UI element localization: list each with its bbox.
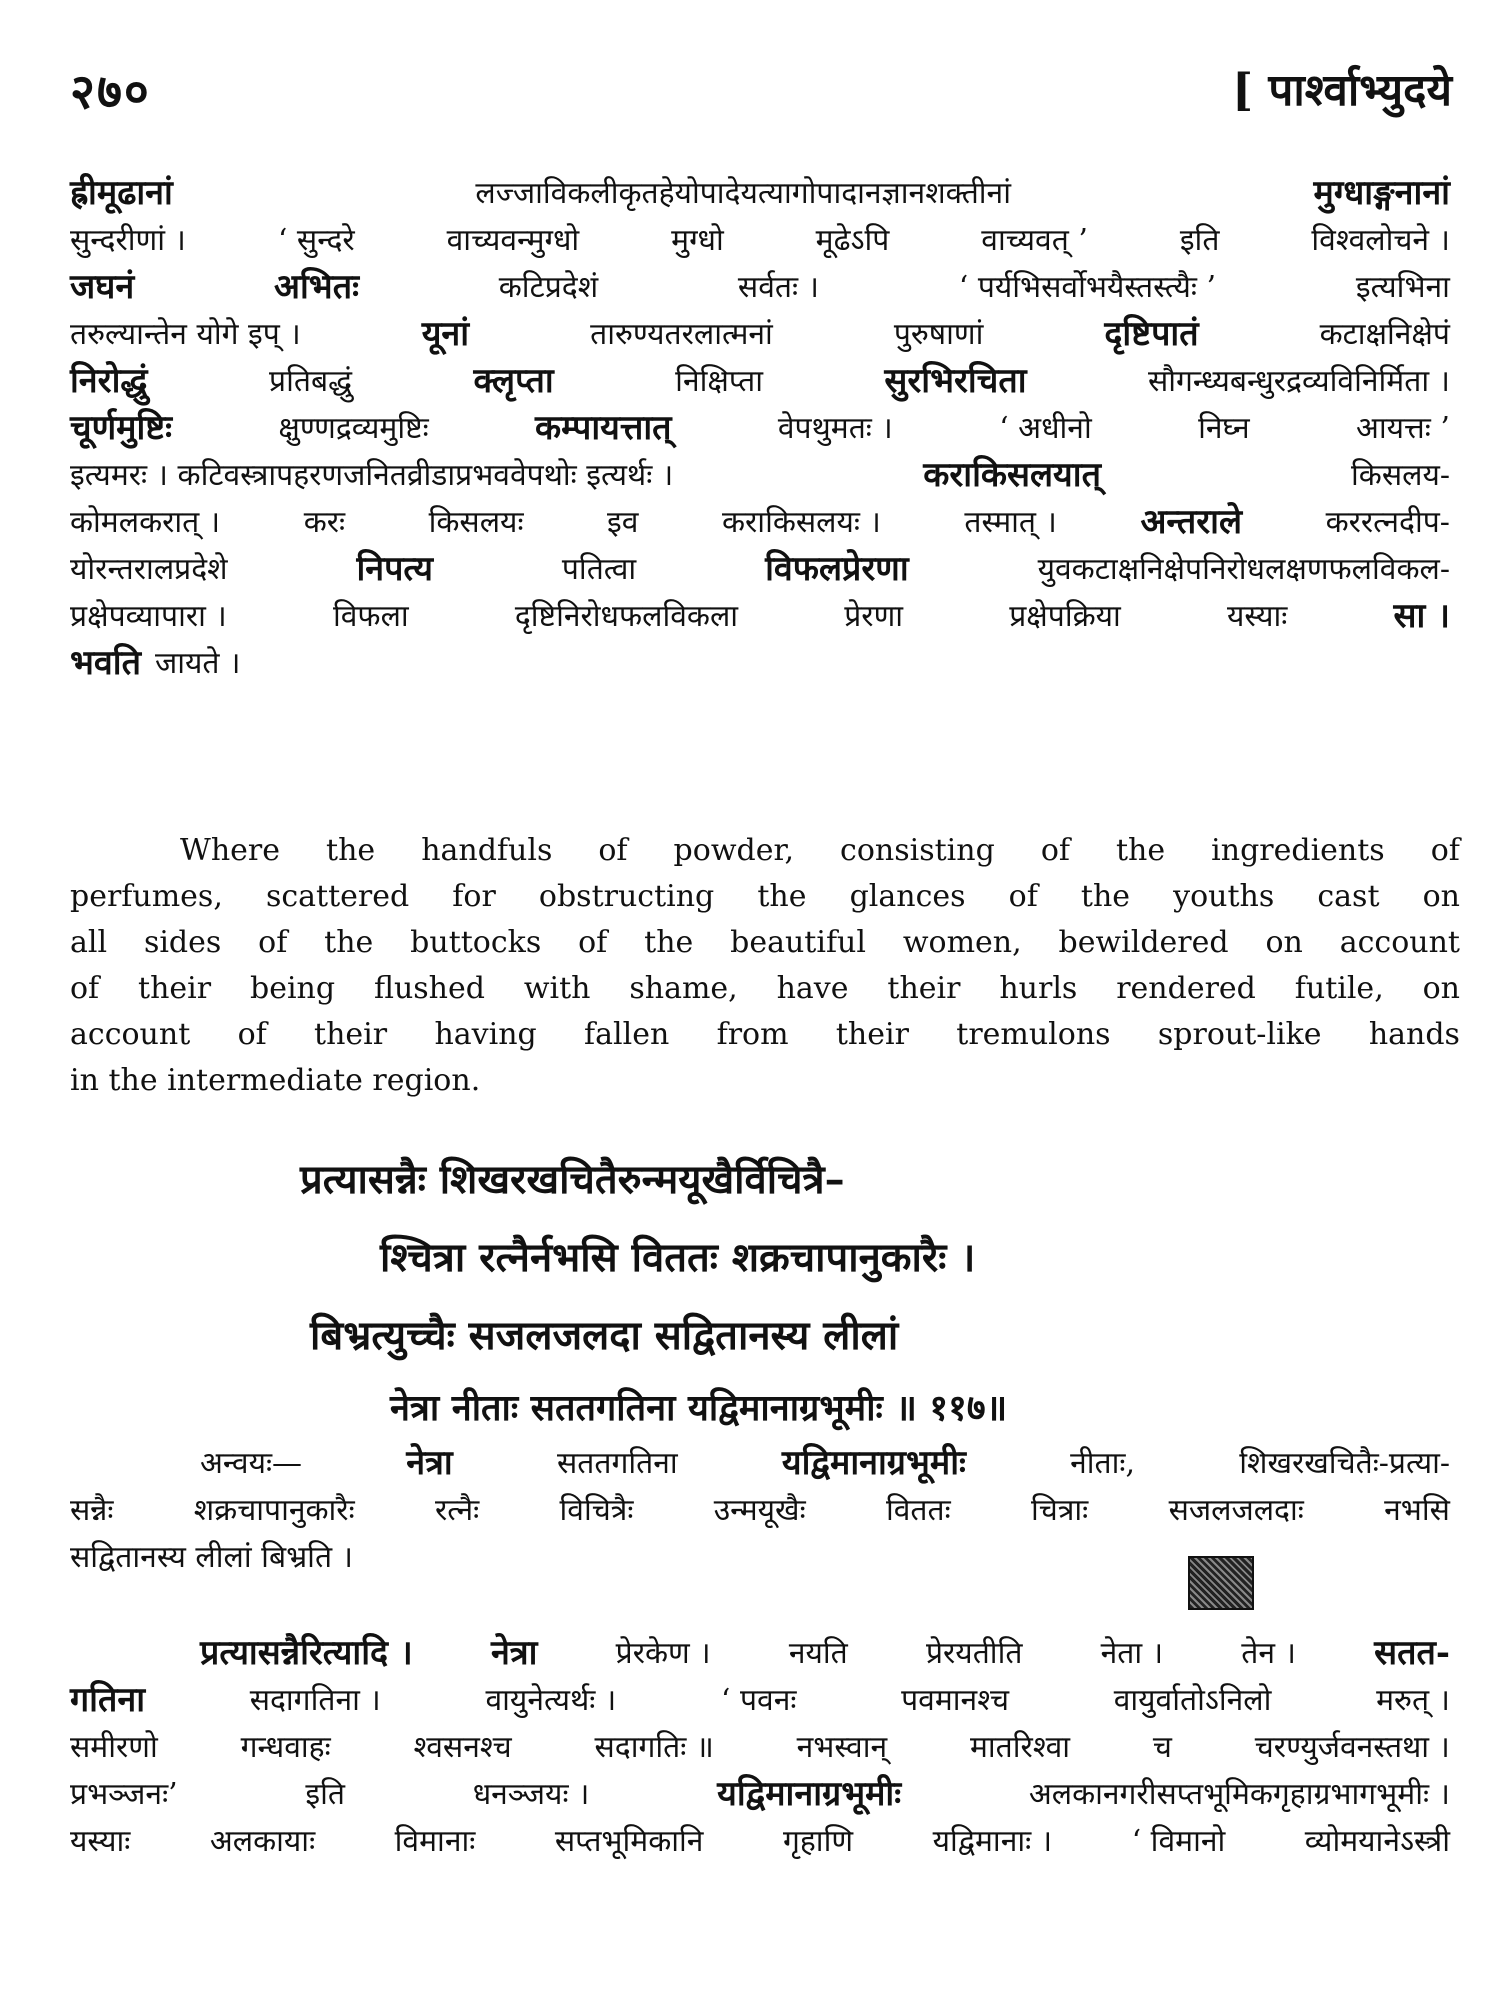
- commentary-2-word: सतत-: [1374, 1633, 1450, 1673]
- translation-word: having: [434, 1017, 537, 1052]
- commentary-2-word: नभस्वान्: [796, 1730, 888, 1765]
- running-title: [ पार्श्वाभ्युदये: [1232, 65, 1452, 116]
- commentary-1-word: कटाक्षनिक्षेपं: [1319, 317, 1450, 352]
- commentary-1-word: दृष्टिनिरोधफलविकला: [514, 599, 739, 634]
- commentary-1-line: [70, 217, 1450, 264]
- commentary-2-word: च: [1152, 1730, 1172, 1765]
- translation-word: in the intermediate region.: [70, 1063, 481, 1098]
- commentary-1-word: सौगन्ध्यबन्धुरद्रव्यविनिर्मिता ।: [1147, 364, 1450, 399]
- translation-word: beautiful: [730, 925, 866, 960]
- translation-word: sprout-like: [1157, 1017, 1322, 1052]
- commentary-1-word: मुग्धो: [671, 223, 724, 258]
- commentary-2-line: [70, 1630, 1450, 1677]
- commentary-2-word: धनञ्जयः ।: [472, 1777, 590, 1812]
- commentary-2-word: प्रभञ्जनः’: [70, 1777, 178, 1812]
- commentary-1-word: करः: [303, 505, 346, 540]
- translation-word: cast: [1317, 879, 1380, 914]
- translation-word: of: [598, 833, 628, 868]
- anvaya-word: नेत्रा: [406, 1443, 453, 1483]
- translation-word: Where: [180, 833, 281, 868]
- translation-word: their: [887, 971, 961, 1006]
- translation-word: on: [1265, 925, 1303, 960]
- commentary-2-word: ‘ पवनः: [720, 1683, 797, 1718]
- translation-word: of: [1008, 879, 1038, 914]
- commentary-1-word: निपत्य: [356, 549, 434, 589]
- commentary-1-word: क्लृप्ता: [473, 361, 554, 401]
- commentary-2-word: नेता ।: [1100, 1636, 1164, 1671]
- commentary-1-line: [70, 264, 1450, 311]
- anvaya-word: नभसि: [1384, 1493, 1450, 1528]
- commentary-2-line: [70, 1818, 1450, 1865]
- commentary-1-line: [70, 358, 1450, 405]
- commentary-1-word: मुग्धाङ्गनानां: [1313, 173, 1450, 213]
- commentary-1-word: ‘ अधीनो: [999, 411, 1092, 446]
- commentary-1-line: [70, 311, 1450, 358]
- commentary-2-word: वायुर्वातोऽनिलो: [1113, 1683, 1272, 1718]
- commentary-2-word: यद्विमानाः ।: [932, 1824, 1053, 1859]
- translation-word: futile,: [1294, 971, 1384, 1006]
- translation-word: of: [1040, 833, 1070, 868]
- commentary-1-word: प्रक्षेपक्रिया: [1009, 599, 1121, 634]
- commentary-1-word: पतित्वा: [561, 552, 637, 587]
- commentary-1-line: [70, 546, 1450, 593]
- translation-word: sides: [143, 925, 222, 960]
- commentary-2-word: अलकानगरीसप्तभूमिकगृहाग्रभागभूमीः ।: [1028, 1777, 1450, 1812]
- commentary-1-line: [70, 593, 1450, 640]
- anvaya-word: विततः: [885, 1493, 951, 1528]
- anvaya-word: सन्नैः: [70, 1493, 114, 1528]
- library-stamp: [1188, 1556, 1254, 1610]
- translation-word: account: [70, 1017, 191, 1052]
- commentary-1-word: निक्षिप्ता: [675, 364, 763, 399]
- commentary-1-word: सर्वतः ।: [737, 270, 819, 305]
- commentary-1-word: जायते ।: [155, 646, 241, 681]
- translation-word: the: [757, 879, 807, 914]
- translation-word: of: [1430, 833, 1460, 868]
- translation-word: with: [523, 971, 591, 1006]
- commentary-1-word: कम्पायत्तात्: [535, 408, 672, 448]
- commentary-2-word: सप्तभूमिकानि: [554, 1824, 704, 1859]
- translation-word: of: [70, 971, 100, 1006]
- anvaya-word: नीताः,: [1070, 1446, 1136, 1481]
- anvaya-word: सततगतिना: [556, 1446, 678, 1481]
- anvaya-word: यद्विमानाग्रभूमीः: [781, 1443, 966, 1483]
- commentary-1-line: [70, 405, 1450, 452]
- commentary-2-word: चरण्युर्जवनस्तथा ।: [1254, 1730, 1450, 1765]
- commentary-1-word: मूढेऽपि: [815, 223, 890, 258]
- commentary-1-word: यूनां: [421, 314, 470, 354]
- translation-word: the: [326, 833, 376, 868]
- commentary-2-word: मातरिश्वा: [969, 1730, 1071, 1765]
- translation-word: consisting: [840, 833, 995, 868]
- translation-word: buttocks: [410, 925, 542, 960]
- verse-line-4: नेत्रा नीताः सततगतिना यद्विमानाग्रभूमीः ॥ ११७॥: [390, 1387, 1008, 1429]
- page-header: [70, 58, 1452, 128]
- translation-word: powder,: [673, 833, 795, 868]
- verse-line-1: प्रत्यासन्नैः शिखरखचितैरुन्मयूखैर्विचित्रै–: [300, 1156, 845, 1203]
- translation-word: youths: [1173, 879, 1275, 914]
- translation-line: [70, 920, 1460, 966]
- commentary-1-word: पुरुषाणां: [893, 317, 984, 352]
- commentary-1-word: प्रेरणा: [844, 599, 904, 634]
- translation-word: of: [237, 1017, 267, 1052]
- anvaya-word: शक्रचापानुकारैः: [193, 1493, 355, 1528]
- commentary-2-word: विमानाः: [394, 1824, 476, 1859]
- commentary-1-word: प्रक्षेपव्यापारा ।: [70, 599, 227, 634]
- commentary-1-word: यस्याः: [1227, 599, 1288, 634]
- translation-word: for: [452, 879, 496, 914]
- commentary-1-word: विफलप्रेरणा: [765, 549, 909, 589]
- translation-word: all: [70, 925, 108, 960]
- commentary-1-word: वाच्यवत् ’: [981, 223, 1088, 258]
- commentary-2-word: प्रेरयतीति: [925, 1636, 1023, 1671]
- translation-word: of: [258, 925, 288, 960]
- commentary-1-word: आयत्तः ’: [1356, 411, 1450, 446]
- commentary-1-word: इत्यभिना: [1355, 270, 1450, 305]
- commentary-2-word: नयति: [788, 1636, 848, 1671]
- translation-word: have: [776, 971, 849, 1006]
- commentary-1-word: कटिप्रदेशं: [498, 270, 599, 305]
- commentary-1-word: अन्तराले: [1140, 502, 1243, 542]
- page-number: २७०: [70, 64, 151, 120]
- commentary-1-word: क्षुण्णद्रव्यमुष्टिः: [278, 411, 429, 446]
- commentary-1-word: वेपथुमतः ।: [777, 411, 893, 446]
- commentary-1-word: दृष्टिपातं: [1104, 314, 1199, 354]
- commentary-block-1: [70, 170, 1450, 687]
- translation-word: being: [250, 971, 336, 1006]
- commentary-2-word: यद्विमानाग्रभूमीः: [717, 1774, 902, 1814]
- translation-word: glances: [849, 879, 966, 914]
- commentary-2-word: तेन ।: [1241, 1636, 1296, 1671]
- translation-word: ingredients: [1211, 833, 1385, 868]
- translation-word: from: [716, 1017, 789, 1052]
- commentary-block-2: [70, 1630, 1450, 1865]
- commentary-1-line: [70, 640, 1450, 687]
- translation-word: rendered: [1116, 971, 1256, 1006]
- translation-word: shame,: [629, 971, 738, 1006]
- commentary-1-word: चूर्णमुष्टिः: [70, 408, 173, 448]
- translation-word: fallen: [584, 1017, 670, 1052]
- translation-word: the: [1116, 833, 1166, 868]
- translation-word: perfumes,: [70, 879, 223, 914]
- commentary-1-word: तरुल्यान्तेन योगे इप् ।: [70, 317, 301, 352]
- anvaya-word: विचित्रैः: [559, 1493, 634, 1528]
- anvaya-word: अन्वयः—: [200, 1446, 303, 1481]
- commentary-1-line: [70, 499, 1450, 546]
- anvaya-line: [70, 1487, 1450, 1534]
- commentary-2-line: [70, 1677, 1450, 1724]
- translation-word: hurls: [999, 971, 1078, 1006]
- translation-word: obstructing: [538, 879, 715, 914]
- commentary-1-word: प्रतिबद्धुं: [269, 364, 353, 399]
- commentary-1-word: युवकटाक्षनिक्षेपनिरोधलक्षणफलविकल-: [1037, 552, 1450, 587]
- commentary-1-word: विश्वलोचने ।: [1311, 223, 1450, 258]
- commentary-1-word: इव: [607, 505, 639, 540]
- english-translation: [70, 828, 1460, 1104]
- translation-word: women,: [902, 925, 1022, 960]
- translation-word: scattered: [265, 879, 410, 914]
- translation-word: of: [578, 925, 608, 960]
- commentary-2-word: पवमानश्च: [901, 1683, 1009, 1718]
- translation-line: [70, 828, 1460, 874]
- commentary-1-word: वाच्यवन्मुग्धो: [446, 223, 580, 258]
- commentary-1-word: कराकिसलयात्: [923, 455, 1101, 495]
- translation-word: on: [1422, 879, 1460, 914]
- commentary-1-word: कोमलकरात् ।: [70, 505, 221, 540]
- commentary-2-word: सदागतिना ।: [249, 1683, 381, 1718]
- translation-word: hands: [1368, 1017, 1460, 1052]
- commentary-2-word: समीरणो: [70, 1730, 158, 1765]
- anvaya-word: सजलजलदाः: [1168, 1493, 1304, 1528]
- commentary-1-word: योरन्तरालप्रदेशे: [70, 552, 228, 587]
- commentary-1-word: विफला: [332, 599, 409, 634]
- commentary-1-word: निघ्न: [1198, 411, 1250, 446]
- anvaya-word: शिखरखचितैः-प्रत्या-: [1239, 1446, 1450, 1481]
- anvaya-line: [70, 1440, 1450, 1487]
- commentary-2-word: इति: [305, 1777, 345, 1812]
- commentary-2-word: मरुत् ।: [1376, 1683, 1450, 1718]
- commentary-2-word: यस्याः: [70, 1824, 131, 1859]
- commentary-2-word: प्रेरकेण ।: [615, 1636, 711, 1671]
- commentary-2-word: नेत्रा: [490, 1633, 538, 1673]
- translation-word: on: [1422, 971, 1460, 1006]
- translation-word: their: [835, 1017, 909, 1052]
- commentary-1-word: तारुण्यतरलात्मनां: [590, 317, 773, 352]
- commentary-2-word: गतिना: [70, 1680, 146, 1720]
- commentary-2-word: सदागतिः ॥: [594, 1730, 714, 1765]
- translation-word: their: [138, 971, 212, 1006]
- commentary-1-word: इत्यमरः । कटिवस्त्रापहरणजनितव्रीडाप्रभववेपथोः इत्यर्थः ।: [70, 458, 674, 493]
- commentary-2-word: गन्धवाहः: [240, 1730, 331, 1765]
- translation-word: the: [1080, 879, 1131, 914]
- translation-word: the: [644, 925, 694, 960]
- commentary-2-word: श्वसनश्च: [413, 1730, 512, 1765]
- commentary-1-word: लज्जाविकलीकृतहेयोपादेयत्यागोपादानज्ञानशक्तीनां: [475, 176, 1011, 211]
- commentary-2-word: वायुनेत्यर्थः ।: [485, 1683, 617, 1718]
- anvaya-word: चित्राः: [1031, 1493, 1089, 1528]
- verse-line-3: बिभ्रत्युच्चैः सजलजलदा सद्वितानस्य लीलां: [310, 1312, 899, 1359]
- commentary-1-word: ह्रीमूढानां: [70, 173, 173, 213]
- commentary-2-line: [70, 1771, 1450, 1818]
- commentary-2-word: व्योमयानेऽस्त्री: [1304, 1824, 1450, 1859]
- translation-word: handfuls: [421, 833, 553, 868]
- commentary-2-word: अलकायाः: [209, 1824, 316, 1859]
- commentary-1-word: किसलय-: [1351, 458, 1450, 493]
- commentary-1-word: किसलयः: [428, 505, 524, 540]
- commentary-1-word: जघनं: [70, 267, 135, 307]
- commentary-1-word: भवति: [70, 643, 141, 683]
- translation-line: [70, 1012, 1460, 1058]
- commentary-1-word: तस्मात् ।: [964, 505, 1057, 540]
- verse-line-2: श्चित्रा रत्नैर्नभसि विततः शक्रचापानुकारैः ।: [380, 1234, 976, 1281]
- commentary-2-word: प्रत्यासन्नैरित्यादि ।: [200, 1633, 413, 1673]
- commentary-1-word: ‘ सुन्दरे: [277, 223, 355, 258]
- commentary-1-line: [70, 452, 1450, 499]
- anvaya-word: सद्वितानस्य लीलां बिभ्रति ।: [70, 1540, 353, 1575]
- commentary-1-word: निरोद्धुं: [70, 361, 148, 401]
- commentary-1-word: अभितः: [274, 267, 359, 307]
- commentary-1-word: कराकिसलयः ।: [722, 505, 881, 540]
- commentary-2-word: ‘ विमानो: [1131, 1824, 1226, 1859]
- commentary-1-word: ‘ पर्यभिसर्वोभयैस्तस्त्यैः ’: [958, 270, 1217, 305]
- translation-word: their: [314, 1017, 388, 1052]
- anvaya-word: रत्नैः: [434, 1493, 480, 1528]
- commentary-1-word: सुन्दरीणां ।: [70, 223, 186, 258]
- commentary-1-word: सुरभिरचिता: [884, 361, 1027, 401]
- translation-word: the: [324, 925, 374, 960]
- anvaya-word: उन्मयूखैः: [713, 1493, 806, 1528]
- translation-line: [70, 874, 1460, 920]
- translation-word: bewildered: [1058, 925, 1229, 960]
- commentary-1-word: कररत्नदीप-: [1325, 505, 1450, 540]
- translation-word: flushed: [373, 971, 485, 1006]
- commentary-1-word: सा ।: [1393, 596, 1450, 636]
- commentary-1-word: इति: [1179, 223, 1220, 258]
- translation-line: [70, 966, 1460, 1012]
- translation-word: tremulons: [956, 1017, 1111, 1052]
- translation-line: [70, 1058, 1460, 1104]
- commentary-2-line: [70, 1724, 1450, 1771]
- commentary-1-line: [70, 170, 1450, 217]
- commentary-2-word: गृहाणि: [782, 1824, 854, 1859]
- translation-word: account: [1339, 925, 1460, 960]
